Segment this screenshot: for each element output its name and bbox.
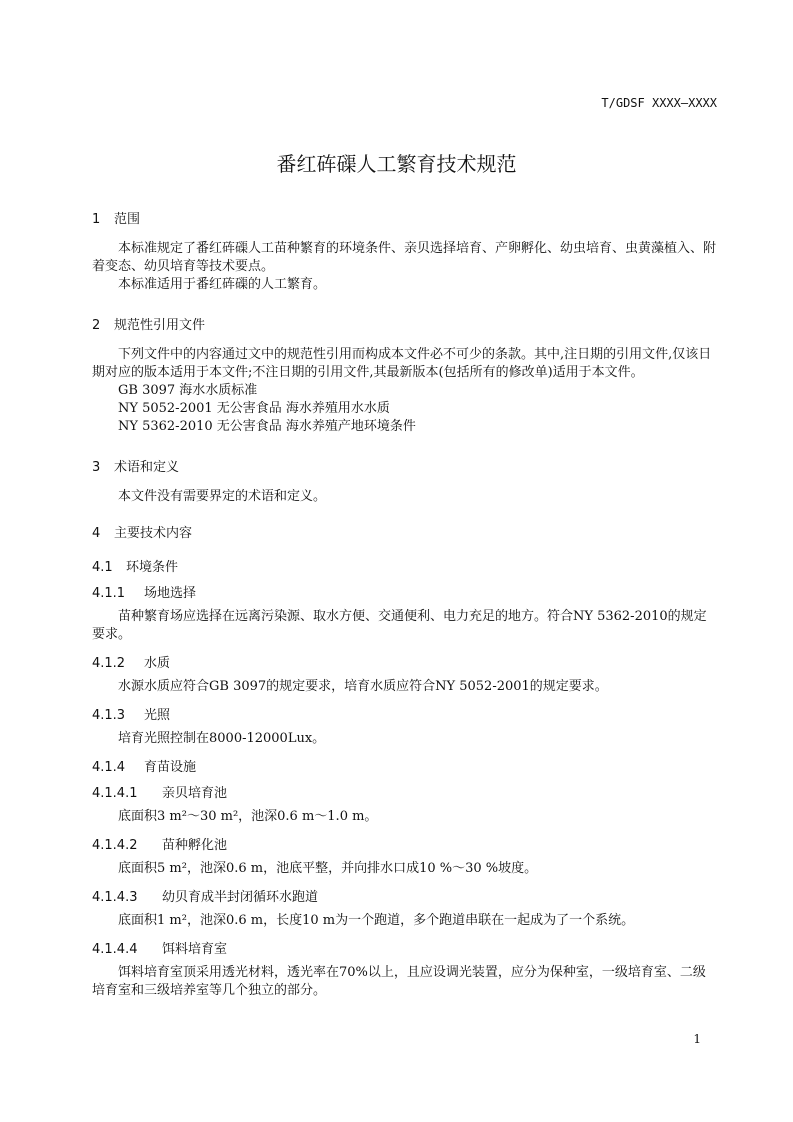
subsection-heading-4-1-1 bbox=[92, 582, 718, 600]
paragraph: 底面积1 m²，池深0.6 m，长度10 m为一个跑道，多个跑道串联在一起成为了一个系统。 bbox=[118, 913, 635, 928]
reference-item: NY 5052-2001 无公害食品 海水养殖用水水质 bbox=[118, 401, 390, 416]
subsection-heading-4-1-3 bbox=[92, 704, 718, 722]
section-title: 水质 bbox=[144, 656, 171, 671]
section-heading-4 bbox=[92, 522, 718, 540]
section-number: 4 bbox=[92, 526, 101, 541]
paragraph: 培育光照控制在8000-12000Lux。 bbox=[118, 731, 326, 746]
document-title: 番红砗磲人工繁育技术规范 bbox=[276, 152, 517, 176]
paragraph: 本标准规定了番红砗磲人工苗种繁育的环境条件、亲贝选择培育、产卵孵化、幼虫培育、虫黄藻植入、附着变态、幼贝培育等技术要点。 bbox=[92, 241, 717, 274]
section-heading-1 bbox=[92, 208, 718, 226]
section-number: 2 bbox=[92, 318, 101, 333]
paragraph: 饵料培育室顶采用透光材料，透光率在70%以上，且应设调光装置，应分为保种室，一级培育室、二级培育室和三级培养室等几个独立的部分。 bbox=[92, 965, 706, 998]
paragraph: 苗种繁育场应选择在远离污染源、取水方便、交通便利、电力充足的地方。符合NY 5362-2010的规定要求。 bbox=[92, 609, 707, 642]
section-title: 范围 bbox=[114, 212, 141, 227]
paragraph: 水源水质应符合GB 3097的规定要求，培育水质应符合NY 5052-2001的规定要求。 bbox=[118, 679, 608, 694]
subsection-heading-4-1 bbox=[92, 556, 718, 574]
section-number: 4.1.1 bbox=[92, 586, 126, 601]
paragraph: 本文件没有需要界定的术语和定义。 bbox=[118, 489, 327, 504]
paragraph: 下列文件中的内容通过文中的规范性引用而构成本文件必不可少的条款。其中,注日期的引用文件,仅该日期对应的版本适用于本文件;不注日期的引用文件,其最新版本(包括所有的修改单)适用于本文件。 bbox=[92, 347, 712, 380]
section-title: 场地选择 bbox=[144, 586, 197, 601]
page-number: 1 bbox=[693, 1032, 701, 1046]
reference-item: GB 3097 海水水质标准 bbox=[118, 383, 258, 398]
section-title: 饵料培育室 bbox=[162, 942, 228, 957]
section-title: 幼贝育成半封闭循环水跑道 bbox=[162, 890, 319, 905]
section-number: 4.1.2 bbox=[92, 656, 126, 671]
section-heading-2 bbox=[92, 314, 718, 332]
section-title: 育苗设施 bbox=[144, 760, 197, 775]
section-number: 4.1.4 bbox=[92, 760, 126, 775]
document-body bbox=[92, 208, 718, 1000]
subsection-heading-4-1-4-2 bbox=[92, 834, 718, 852]
subsection-heading-4-1-4-1 bbox=[92, 782, 718, 800]
section-number: 4.1.4.2 bbox=[92, 838, 138, 853]
section-number: 3 bbox=[92, 460, 101, 475]
section-title: 光照 bbox=[144, 708, 171, 723]
paragraph: 底面积3 m²～30 m²，池深0.6 m～1.0 m。 bbox=[118, 809, 378, 824]
section-title: 苗种孵化池 bbox=[162, 838, 228, 853]
section-title: 主要技术内容 bbox=[114, 526, 193, 541]
subsection-heading-4-1-4-3 bbox=[92, 886, 718, 904]
section-title: 环境条件 bbox=[126, 560, 179, 575]
section-number: 4.1.4.4 bbox=[92, 942, 138, 957]
section-title: 术语和定义 bbox=[114, 460, 180, 475]
subsection-heading-4-1-2 bbox=[92, 652, 718, 670]
standard-code: T/GDSF XXXX—XXXX bbox=[601, 96, 717, 110]
paragraph: 底面积5 m²，池深0.6 m，池底平整，并向排水口成10 %～30 %坡度。 bbox=[118, 861, 538, 876]
section-number: 4.1.4.3 bbox=[92, 890, 138, 905]
subsection-heading-4-1-4 bbox=[92, 756, 718, 774]
section-title: 亲贝培育池 bbox=[162, 786, 228, 801]
section-number: 4.1.3 bbox=[92, 708, 126, 723]
section-number: 4.1 bbox=[92, 560, 113, 575]
section-number: 4.1.4.1 bbox=[92, 786, 138, 801]
paragraph: 本标准适用于番红砗磲的人工繁育。 bbox=[118, 277, 327, 292]
subsection-heading-4-1-4-4 bbox=[92, 938, 718, 956]
reference-item: NY 5362-2010 无公害食品 海水养殖产地环境条件 bbox=[118, 419, 416, 434]
section-number: 1 bbox=[92, 212, 101, 227]
section-heading-3 bbox=[92, 456, 718, 474]
section-title: 规范性引用文件 bbox=[114, 318, 206, 333]
